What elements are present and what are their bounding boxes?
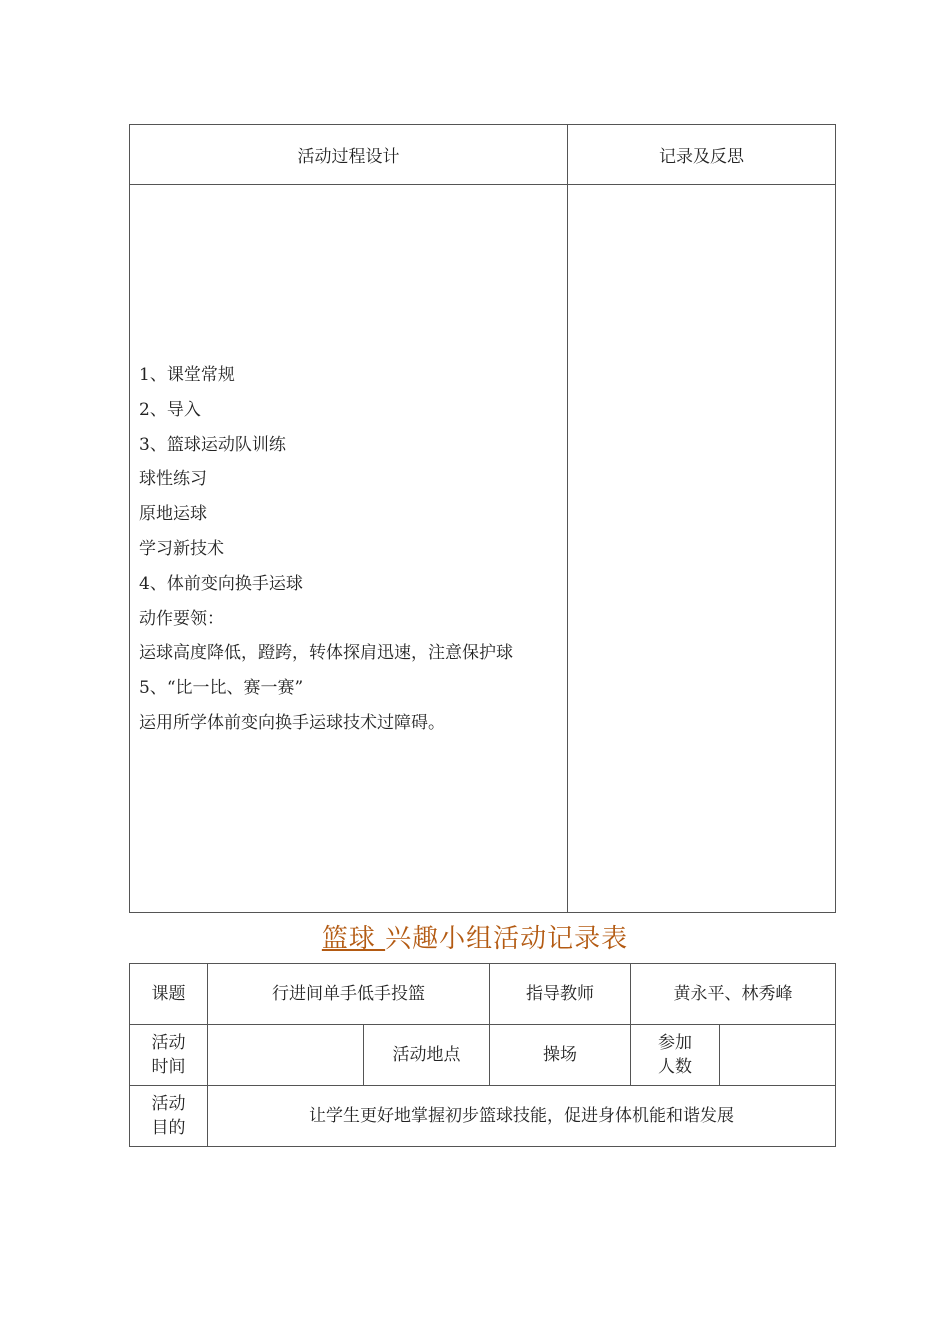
- record-reflection-header: 记录及反思: [568, 125, 836, 185]
- process-line: 2、导入: [139, 399, 201, 420]
- goal-label-line: 目的: [151, 1118, 186, 1138]
- place-value: 操场: [490, 1025, 631, 1086]
- count-label-line: 参加: [658, 1033, 692, 1053]
- place-label: 活动地点: [364, 1025, 490, 1086]
- process-line: 运用所学体前变向换手运球技术过障碍。: [139, 712, 445, 733]
- time-label-line: 时间: [151, 1057, 186, 1077]
- count-value: [720, 1025, 836, 1086]
- teacher-value: 黄永平、林秀峰: [631, 964, 836, 1025]
- process-line: 原地运球: [139, 504, 207, 525]
- title-part: 兴趣小组活动记录表: [385, 924, 629, 954]
- goal-value: 让学生更好地掌握初步篮球技能，促进身体机能和谐发展: [208, 1086, 836, 1147]
- process-lines: [130, 185, 567, 741]
- topic-label: 课题: [130, 964, 208, 1025]
- process-line: 1、课堂常规: [139, 365, 235, 385]
- process-design-header: 活动过程设计: [130, 125, 568, 185]
- teacher-label: 指导教师: [490, 964, 631, 1025]
- process-design-cell: [130, 185, 568, 913]
- process-line: 运球高度降低，蹬跨，转体探肩迅速，注意保护球: [139, 643, 513, 664]
- process-line: 3、篮球运动队训练: [139, 434, 286, 455]
- activity-process-table: [129, 124, 836, 913]
- record-reflection-cell: [568, 185, 836, 913]
- count-label: [631, 1025, 720, 1086]
- title-underlined-part: 篮球: [321, 924, 386, 954]
- time-label: [130, 1025, 208, 1086]
- process-line: 球性练习: [139, 469, 207, 490]
- process-line: 5、“比一比、赛一赛”: [139, 678, 304, 699]
- time-value: [208, 1025, 364, 1086]
- process-line: 动作要领：: [139, 608, 224, 629]
- process-line: 学习新技术: [139, 538, 224, 559]
- document-title: [0, 918, 950, 955]
- count-label-line: 人数: [658, 1057, 692, 1077]
- topic-value: 行进间单手低手投篮: [208, 964, 490, 1025]
- activity-record-table: [129, 963, 836, 1147]
- goal-label: [130, 1086, 208, 1147]
- goal-label-line: 活动: [151, 1094, 186, 1114]
- time-label-line: 活动: [151, 1033, 186, 1053]
- process-line: 4、体前变向换手运球: [139, 573, 303, 594]
